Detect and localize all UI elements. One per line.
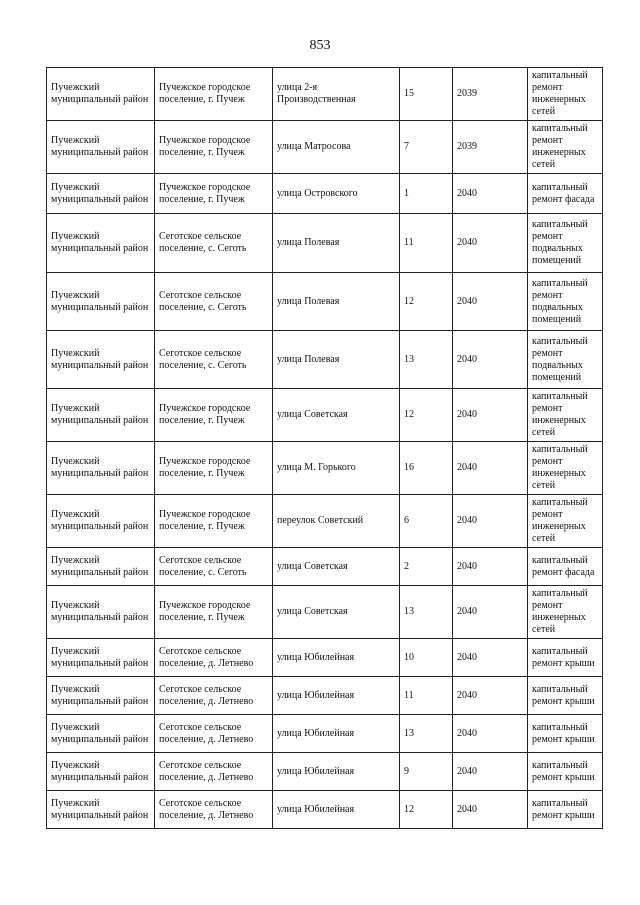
year-cell: 2040 (453, 174, 528, 214)
street-cell: переулок Советский (273, 495, 400, 548)
street-cell: улица Полевая (273, 331, 400, 389)
table-row (47, 214, 603, 273)
table-body (47, 68, 603, 829)
year-cell: 2040 (453, 586, 528, 639)
district-cell: Пучежский муниципальный район (47, 68, 155, 121)
work-type-cell: капитальный ремонт крыши (528, 753, 603, 791)
table-row (47, 174, 603, 214)
work-type-cell: капитальный ремонт инженерных сетей (528, 68, 603, 121)
street-cell: улица Полевая (273, 214, 400, 273)
district-cell: Пучежский муниципальный район (47, 442, 155, 495)
settlement-cell: Сеготское сельское поселение, д. Летнево (155, 715, 273, 753)
district-cell: Пучежский муниципальный район (47, 331, 155, 389)
table-row (47, 495, 603, 548)
repair-schedule-table (46, 67, 603, 829)
work-type-cell: капитальный ремонт подвальных помещений (528, 273, 603, 331)
work-type-cell: капитальный ремонт подвальных помещений (528, 214, 603, 273)
district-cell: Пучежский муниципальный район (47, 121, 155, 174)
settlement-cell: Сеготское сельское поселение, с. Сеготь (155, 214, 273, 273)
house-number-cell: 15 (400, 68, 453, 121)
work-type-cell: капитальный ремонт крыши (528, 639, 603, 677)
work-type-cell: капитальный ремонт инженерных сетей (528, 442, 603, 495)
table-row (47, 389, 603, 442)
settlement-cell: Пучежское городское поселение, г. Пучеж (155, 495, 273, 548)
settlement-cell: Сеготское сельское поселение, д. Летнево (155, 753, 273, 791)
work-type-cell: капитальный ремонт инженерных сетей (528, 121, 603, 174)
house-number-cell: 1 (400, 174, 453, 214)
settlement-cell: Сеготское сельское поселение, с. Сеготь (155, 548, 273, 586)
district-cell: Пучежский муниципальный район (47, 548, 155, 586)
settlement-cell: Сеготское сельское поселение, с. Сеготь (155, 331, 273, 389)
work-type-cell: капитальный ремонт фасада (528, 548, 603, 586)
work-type-cell: капитальный ремонт крыши (528, 677, 603, 715)
district-cell: Пучежский муниципальный район (47, 174, 155, 214)
settlement-cell: Пучежское городское поселение, г. Пучеж (155, 586, 273, 639)
year-cell: 2040 (453, 495, 528, 548)
street-cell: улица Матросова (273, 121, 400, 174)
house-number-cell: 11 (400, 677, 453, 715)
settlement-cell: Пучежское городское поселение, г. Пучеж (155, 68, 273, 121)
street-cell: улица Юбилейная (273, 753, 400, 791)
house-number-cell: 12 (400, 791, 453, 829)
year-cell: 2040 (453, 548, 528, 586)
year-cell: 2040 (453, 389, 528, 442)
year-cell: 2040 (453, 442, 528, 495)
street-cell: улица Юбилейная (273, 791, 400, 829)
house-number-cell: 9 (400, 753, 453, 791)
table-row (47, 548, 603, 586)
house-number-cell: 7 (400, 121, 453, 174)
year-cell: 2040 (453, 214, 528, 273)
table-row (47, 273, 603, 331)
table-row (47, 68, 603, 121)
year-cell: 2040 (453, 753, 528, 791)
year-cell: 2040 (453, 639, 528, 677)
district-cell: Пучежский муниципальный район (47, 753, 155, 791)
house-number-cell: 10 (400, 639, 453, 677)
work-type-cell: капитальный ремонт инженерных сетей (528, 586, 603, 639)
district-cell: Пучежский муниципальный район (47, 586, 155, 639)
district-cell: Пучежский муниципальный район (47, 273, 155, 331)
settlement-cell: Сеготское сельское поселение, д. Летнево (155, 791, 273, 829)
work-type-cell: капитальный ремонт крыши (528, 791, 603, 829)
settlement-cell: Пучежское городское поселение, г. Пучеж (155, 174, 273, 214)
work-type-cell: капитальный ремонт фасада (528, 174, 603, 214)
district-cell: Пучежский муниципальный район (47, 214, 155, 273)
table-row (47, 715, 603, 753)
table-row (47, 791, 603, 829)
district-cell: Пучежский муниципальный район (47, 791, 155, 829)
street-cell: улица Островского (273, 174, 400, 214)
district-cell: Пучежский муниципальный район (47, 639, 155, 677)
work-type-cell: капитальный ремонт инженерных сетей (528, 495, 603, 548)
work-type-cell: капитальный ремонт инженерных сетей (528, 389, 603, 442)
house-number-cell: 6 (400, 495, 453, 548)
year-cell: 2040 (453, 715, 528, 753)
street-cell: улица М. Горького (273, 442, 400, 495)
work-type-cell: капитальный ремонт подвальных помещений (528, 331, 603, 389)
street-cell: улица Юбилейная (273, 639, 400, 677)
settlement-cell: Сеготское сельское поселение, д. Летнево (155, 639, 273, 677)
table-row (47, 753, 603, 791)
street-cell: улица Советская (273, 389, 400, 442)
house-number-cell: 13 (400, 586, 453, 639)
work-type-cell: капитальный ремонт крыши (528, 715, 603, 753)
district-cell: Пучежский муниципальный район (47, 495, 155, 548)
house-number-cell: 12 (400, 389, 453, 442)
street-cell: улица 2-я Производственная (273, 68, 400, 121)
street-cell: улица Советская (273, 586, 400, 639)
house-number-cell: 11 (400, 214, 453, 273)
settlement-cell: Пучежское городское поселение, г. Пучеж (155, 442, 273, 495)
table-row (47, 331, 603, 389)
street-cell: улица Советская (273, 548, 400, 586)
district-cell: Пучежский муниципальный район (47, 389, 155, 442)
year-cell: 2039 (453, 68, 528, 121)
street-cell: улица Юбилейная (273, 677, 400, 715)
district-cell: Пучежский муниципальный район (47, 715, 155, 753)
house-number-cell: 12 (400, 273, 453, 331)
year-cell: 2040 (453, 331, 528, 389)
house-number-cell: 16 (400, 442, 453, 495)
house-number-cell: 2 (400, 548, 453, 586)
street-cell: улица Полевая (273, 273, 400, 331)
year-cell: 2040 (453, 677, 528, 715)
year-cell: 2040 (453, 273, 528, 331)
settlement-cell: Пучежское городское поселение, г. Пучеж (155, 389, 273, 442)
table-row (47, 586, 603, 639)
table-row (47, 677, 603, 715)
settlement-cell: Сеготское сельское поселение, д. Летнево (155, 677, 273, 715)
house-number-cell: 13 (400, 715, 453, 753)
table-row (47, 121, 603, 174)
year-cell: 2040 (453, 791, 528, 829)
page-number: 853 (309, 38, 331, 53)
table-row (47, 442, 603, 495)
table-row (47, 639, 603, 677)
settlement-cell: Сеготское сельское поселение, с. Сеготь (155, 273, 273, 331)
year-cell: 2039 (453, 121, 528, 174)
street-cell: улица Юбилейная (273, 715, 400, 753)
settlement-cell: Пучежское городское поселение, г. Пучеж (155, 121, 273, 174)
district-cell: Пучежский муниципальный район (47, 677, 155, 715)
house-number-cell: 13 (400, 331, 453, 389)
